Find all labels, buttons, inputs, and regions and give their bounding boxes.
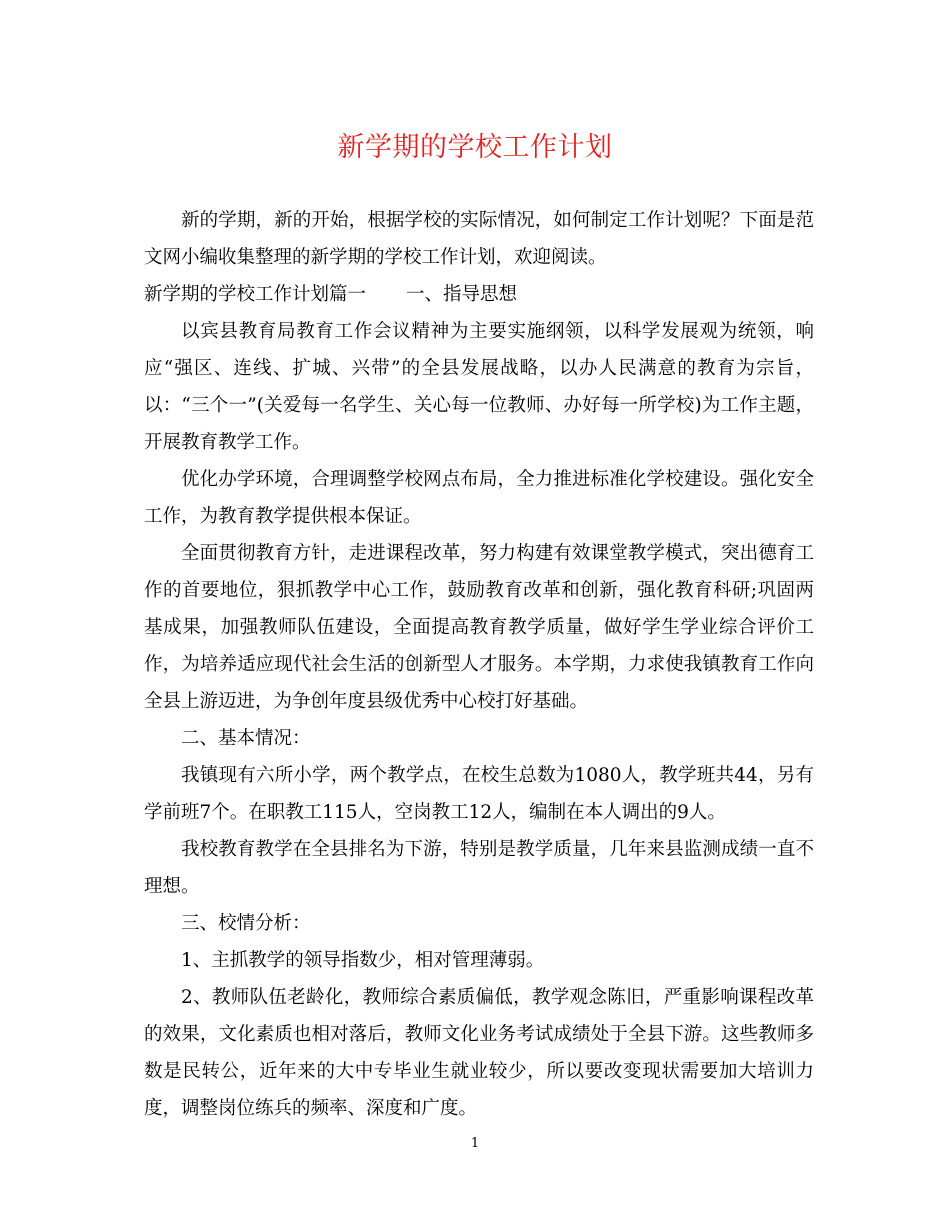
- page-number: 1: [470, 1136, 480, 1151]
- subheading-article-label: 新学期的学校工作计划篇一: [144, 284, 367, 305]
- paragraph-ranking: 我校教育教学在全县排名为下游，特别是教学质量，几年来县监测成绩一直不理想。: [144, 839, 814, 897]
- section-subheading: [144, 276, 814, 313]
- document-title: 新学期的学校工作计划: [337, 132, 613, 163]
- document-body: [144, 202, 814, 1127]
- subheading-section-label: 一、指导思想: [406, 284, 518, 305]
- paragraph-environment: 优化办学环境，合理调整学校网点布局，全力推进标准化学校建设。强化安全工作，为教育教学提供根本保证。: [144, 469, 814, 527]
- paragraph-school-stats: 我镇现有六所小学，两个教学点，在校生总数为1080人，教学班共44，另有学前班7个。在职教工115人，空岗教工12人，编制在本人调出的9人。: [144, 765, 814, 823]
- intro-paragraph: 新的学期，新的开始，根据学校的实际情况，如何制定工作计划呢？下面是范文网小编收集整理的新学期的学校工作计划，欢迎阅读。: [144, 210, 814, 268]
- heading-analysis: 三、校情分析：: [181, 913, 311, 934]
- paragraph-policy: 全面贯彻教育方针，走进课程改革，努力构建有效课堂教学模式，突出德育工作的首要地位，狠抓教学中心工作，鼓励教育改革和创新，强化教育科研;巩固两基成果，加强教师队伍建设，全面提高教育教学质量，做好学生学业综合评价工作，为培养适应现代社会生活的创新型人才服务。本学期，力求使我镇教育工作向全县上游迈进，为争创年度县级优秀中心校打好基础。: [144, 543, 814, 712]
- heading-basic-situation: 二、基本情况：: [181, 728, 311, 749]
- list-item-analysis-1: 1、主抓教学的领导指数少，相对管理薄弱。: [181, 950, 545, 971]
- paragraph-guiding-thought: 以宾县教育局教育工作会议精神为主要实施纲领，以科学发展观为统领，响应“强区、连线、扩城、兴带”的全县发展战略，以办人民满意的教育为宗旨，以：“三个一”(关爱每一名学生、关心每一位教师、办好每一所学校)为工作主题，开展教育教学工作。: [144, 321, 814, 453]
- list-item-analysis-2: 2、教师队伍老龄化，教师综合素质偏低，教学观念陈旧，严重影响课程改革的效果，文化素质也相对落后，教师文化业务考试成绩处于全县下游。这些教师多数是民转公，近年来的大中专毕业生就业较少，所以要改变现状需要加大培训力度，调整岗位练兵的频率、深度和广度。: [144, 987, 814, 1119]
